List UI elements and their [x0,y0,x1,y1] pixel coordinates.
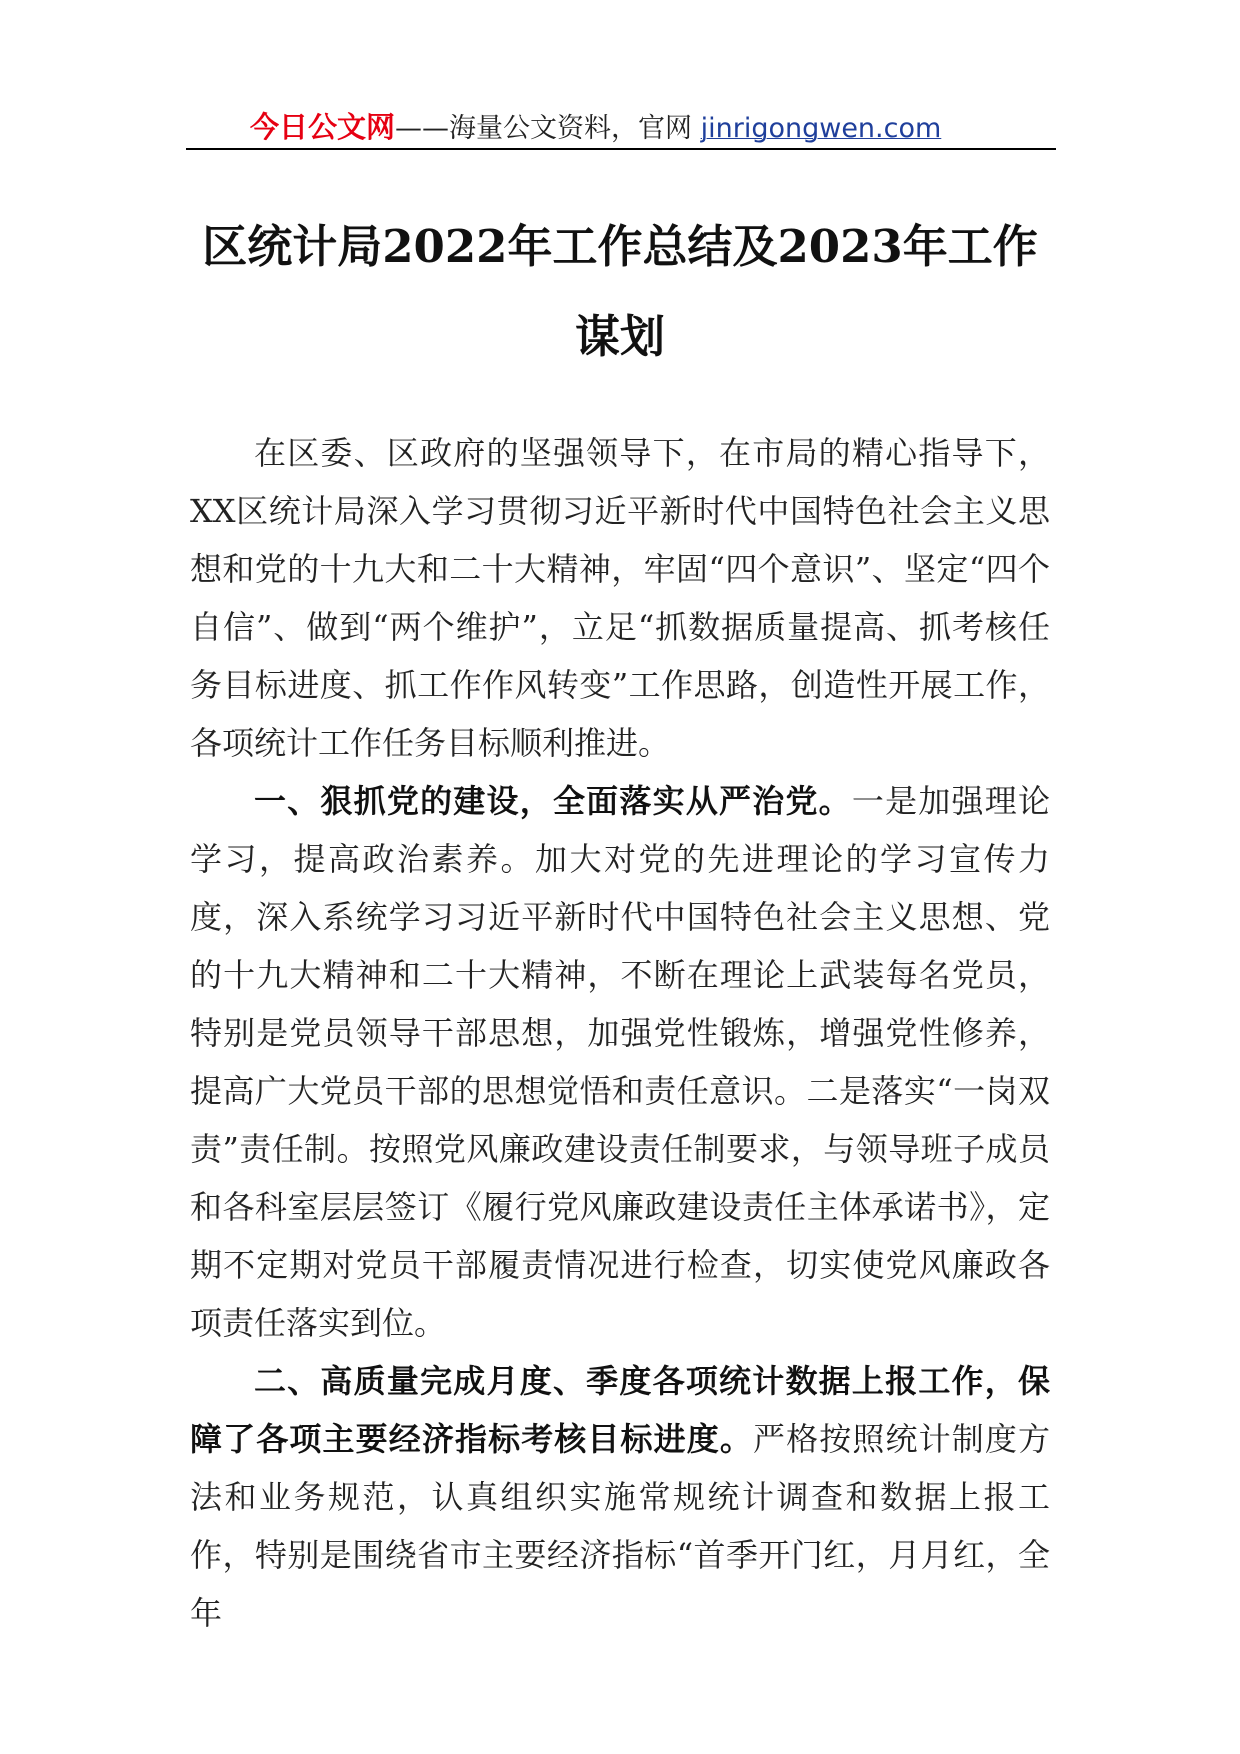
paragraph-lead: 一、狠抓党的建设，全面落实从严治党。 [254,782,852,820]
site-url-link[interactable]: jinrigongwen.com [700,113,942,144]
header-divider [186,148,1056,150]
paragraph-text: 在区委、区政府的坚强领导下，在市局的精心指导下，XX区统计局深入学习贯彻习近平新时代中国特色社会主义思想和党的十九大和二十大精神，牢固“四个意识”、坚定“四个自信”、做到“两个维护”，立足“抓数据质量提高、抓考核任务目标进度、抓工作作风转变”工作思路，创造性开展工作，各项统计工作任务目标顺利推进。 [190,434,1050,762]
paragraph-lead: 二、高质量完成月度、季度各项统计数据上报工作，保障了各项主要经济指标考核目标进度。 [190,1362,1050,1458]
paragraph-text: 一是加强理论学习，提高政治素养。加大对党的先进理论的学习宣传力度，深入系统学习习近平新时代中国特色社会主义思想、党的十九大精神和二十大精神，不断在理论上武装每名党员，特别是党员领导干部思想，加强党性锻炼，增强党性修养，提高广大党员干部的思想觉悟和责任意识。二是落实“一岗双责”责任制。按照党风廉政建设责任制要求，与领导班子成员和各科室层层签订《履行党风廉政建设责任主体承诺书》，定期不定期对党员干部履责情况进行检查，切实使党风廉政各项责任落实到位。 [190,782,1050,1342]
header-slogan: ——海量公文资料，官网 [395,113,693,144]
header-banner [250,112,941,144]
site-header [186,96,1056,156]
paragraph-statistics-reporting [190,1352,1050,1642]
document-body [190,424,1050,1642]
paragraph-text: 严格按照统计制度方法和业务规范，认真组织实施常规统计调查和数据上报工作，特别是围绕省市主要经济指标“首季开门红，月月红，全年 [190,1420,1050,1632]
document-title-line-2: 谋划 [574,310,665,363]
document-title-line-1: 区统计局2022年工作总结及2023年工作 [202,220,1038,273]
brand-name[interactable]: 今日公文网 [250,110,396,144]
paragraph-party-building [190,772,1050,1352]
paragraph-intro [190,424,1050,772]
